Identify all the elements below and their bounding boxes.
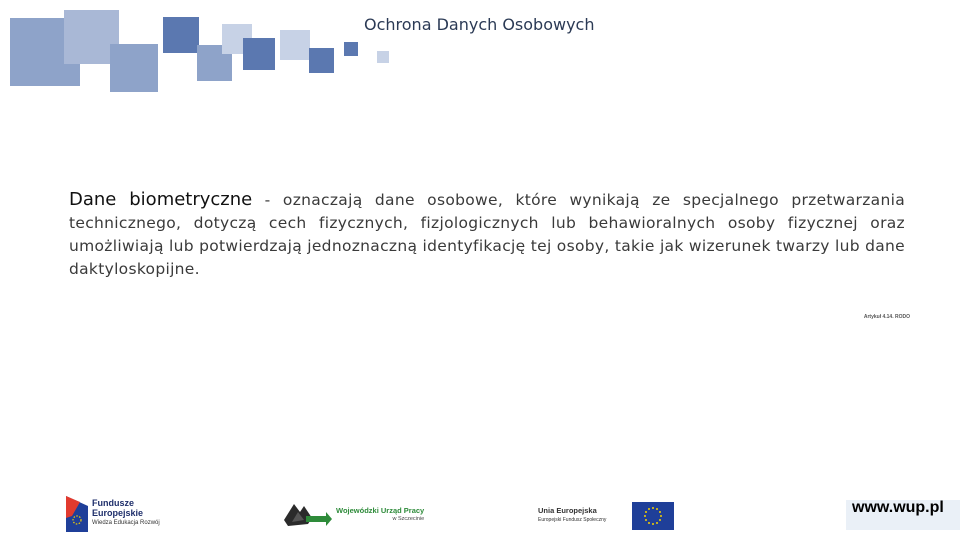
deco-square <box>309 48 334 73</box>
legal-citation: Artykuł 4.14. RODO <box>863 314 910 320</box>
deco-square <box>377 51 389 63</box>
fundusze-europejskie-logo <box>66 496 186 536</box>
ue-line1: Unia Europejska <box>538 506 597 515</box>
ue-line2: Europejski Fundusz Społeczny <box>538 517 607 523</box>
fe-line3: Wiedza Edukacja Rozwój <box>92 520 160 526</box>
fe-line1: Fundusze <box>92 498 134 508</box>
deco-square <box>344 42 358 56</box>
decorative-squares <box>0 0 400 100</box>
deco-square <box>280 30 310 60</box>
fe-line2: Europejskie <box>92 508 144 518</box>
unia-europejska-logo <box>538 502 678 532</box>
wup-line1: Wojewódzki Urząd Pracy <box>336 506 425 515</box>
wup-emblem-icon <box>282 498 332 528</box>
wup-logo <box>282 498 432 530</box>
definition-term: Dane biometryczne <box>69 189 253 210</box>
fundusze-europejskie-emblem-icon <box>66 496 88 532</box>
page-title: Ochrona Danych Osobowych <box>364 15 595 34</box>
eu-flag-icon <box>632 502 674 530</box>
deco-square <box>110 44 158 92</box>
definition-paragraph <box>69 188 905 281</box>
deco-square <box>163 17 199 53</box>
wup-line2: w Szczecinie <box>392 516 425 522</box>
footer-logos <box>0 480 960 540</box>
website-link[interactable]: www.wup.pl <box>846 500 960 530</box>
definition-body: - oznaczają dane osobowe, które wynikają ze specjalnego przetwarzania technicznego, dotyczą cech fizycznych, fizjologicznych lub behawioralnych osoby fizycznej oraz umożliwiają lub potwierdzają jednoznaczną identyfikację tej osoby, takie jak wizerunek twarzy lub dane daktyloskopijne. <box>69 191 905 278</box>
deco-square <box>243 38 275 70</box>
